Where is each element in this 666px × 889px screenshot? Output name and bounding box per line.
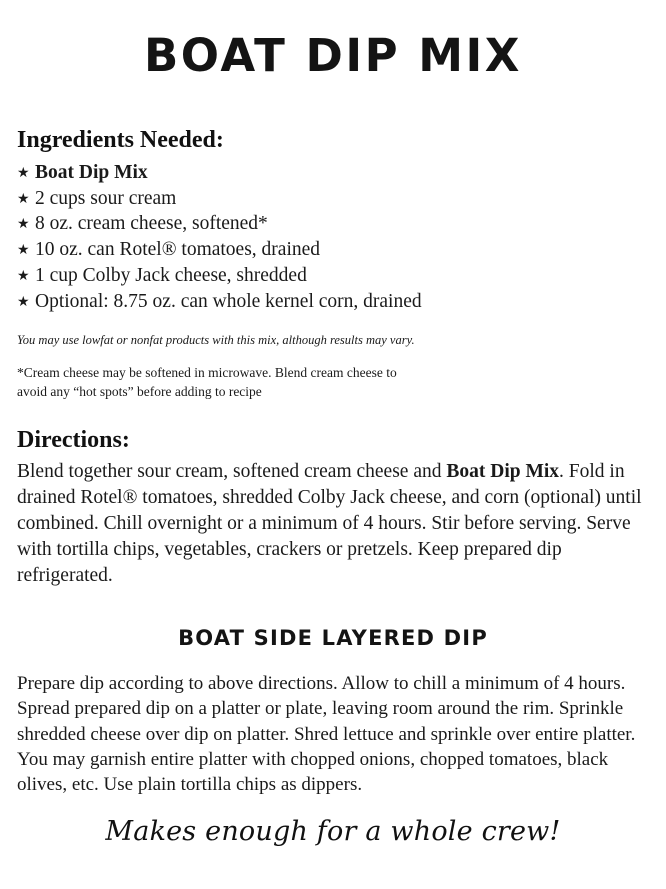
directions-text-part1: Blend together sour cream, softened cream cheese and — [17, 461, 447, 483]
sub-recipe-title: BOAT SIDE LAYERED DIP — [178, 626, 488, 651]
note-asterisk-line2: avoid any “hot spots” before adding to recipe — [17, 383, 262, 399]
ingredients-list — [17, 160, 649, 314]
star-icon: ★ — [17, 268, 30, 284]
ingredient-text: 8 oz. cream cheese, softened* — [35, 213, 268, 235]
list-item — [17, 289, 649, 315]
note-asterisk-line1: *Cream cheese may be softened in microwave. Blend cream cheese to — [17, 364, 397, 380]
sub-recipe-body: Prepare dip according to above directions. Allow to chill a minimum of 4 hours. Spread prepared dip on a platter or plate, leaving room around the rim. Sprinkle shredded cheese over dip on platter. Shred lettuce and sprinkle over entire platter. You may garnish entire platter with chopped onions, chopped tomatoes, black olives, etc. Use plain tortilla chips as dippers. — [17, 673, 636, 796]
footer-tagline: Makes enough for a whole crew! — [105, 816, 561, 848]
list-item — [17, 186, 649, 212]
directions-heading: Directions: — [17, 426, 130, 453]
directions-body — [17, 459, 649, 589]
star-icon: ★ — [17, 243, 30, 259]
ingredients-heading: Ingredients Needed: — [17, 127, 224, 154]
list-item — [17, 211, 649, 237]
directions-text-part2: . Fold in drained Rotel® tomatoes, shredded Colby Jack cheese, and corn (optional) until combined. Chill overnight or a minimum of 4 hours. Stir before serving. Serve with tortilla chips, vegetables, crackers or pretzels. Keep prepared dip refrigerated. — [17, 461, 642, 587]
list-item — [17, 237, 649, 263]
ingredient-text: Boat Dip Mix — [35, 161, 148, 183]
star-icon: ★ — [17, 294, 30, 310]
note-asterisk — [17, 363, 649, 401]
star-icon: ★ — [17, 217, 30, 233]
page-title: BOAT DIP MIX — [143, 29, 522, 82]
ingredient-text: Optional: 8.75 oz. can whole kernel corn, drained — [35, 290, 422, 312]
list-item — [17, 160, 649, 186]
ingredient-text: 10 oz. can Rotel® tomatoes, drained — [35, 239, 321, 261]
star-icon: ★ — [17, 165, 30, 181]
note-italic: You may use lowfat or nonfat products with this mix, although results may vary. — [17, 333, 415, 348]
list-item — [17, 263, 649, 289]
directions-bold-phrase: Boat Dip Mix — [446, 461, 560, 483]
star-icon: ★ — [17, 191, 30, 207]
ingredient-text: 2 cups sour cream — [35, 187, 177, 209]
recipe-card — [0, 29, 666, 889]
ingredient-text: 1 cup Colby Jack cheese, shredded — [35, 264, 307, 286]
